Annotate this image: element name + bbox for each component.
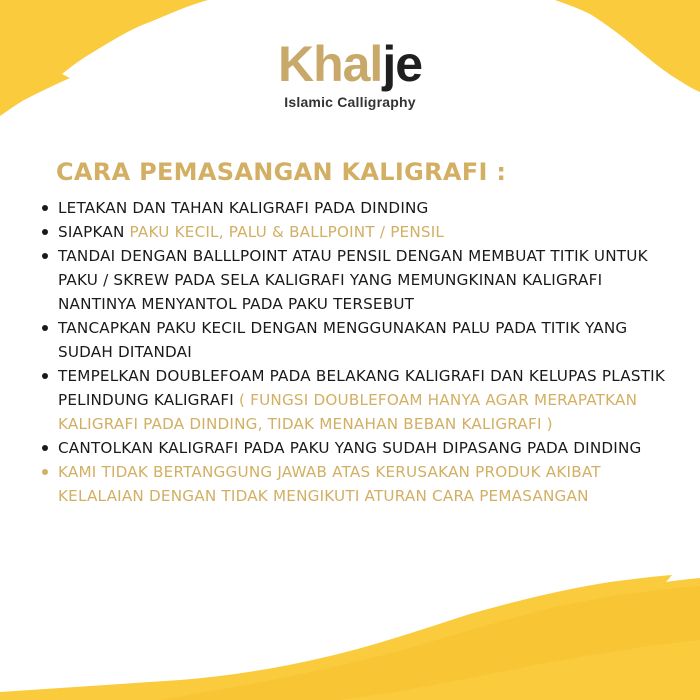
step-text: TANDAI DENGAN BALLLPOINT ATAU PENSIL DENGAN MEMBUAT TITIK UNTUK PAKU / SKREW PADA SELA KALIGRAFI YANG MEMUNGKINAN KALIGRAFI NANTINYA MENYANTOL PADA PAKU TERSEBUT <box>58 247 648 313</box>
step-text: TANCAPKAN PAKU KECIL DENGAN MENGGUNAKAN PALU PADA TITIK YANG SUDAH DITANDAI <box>58 319 628 361</box>
disclaimer-text: KAMI TIDAK BERTANGGUNG JAWAB ATAS KERUSAKAN PRODUK AKIBAT KELALAIAN DENGAN TIDAK MENGIKUTI ATURAN CARA PEMASANGAN <box>58 463 601 505</box>
logo-tagline: Islamic Calligraphy <box>284 94 416 110</box>
disclaimer-item <box>58 460 670 508</box>
logo-wordmark-part1: Khal <box>277 36 383 92</box>
step-item-3 <box>58 244 670 316</box>
step-item-1 <box>58 196 670 220</box>
step-text: SIAPKAN <box>58 223 125 241</box>
step-item-6 <box>58 436 670 460</box>
step-text: LETAKAN DAN TAHAN KALIGRAFI PADA DINDING <box>58 199 429 217</box>
installation-steps <box>58 196 670 508</box>
step-highlight: PAKU KECIL, PALU & BALLPOINT / PENSIL <box>129 223 445 241</box>
step-text: TEMPELKAN DOUBLEFOAM PADA BELAKANG KALIGRAFI DAN KELUPAS PLASTIK PELINDUNG KALIGRAFI <box>58 367 666 409</box>
step-item-5 <box>58 364 670 436</box>
logo-wordmark <box>0 38 700 90</box>
step-item-4 <box>58 316 670 364</box>
brand-logo <box>0 38 700 110</box>
step-item-2 <box>58 220 670 244</box>
logo-wordmark-part2: je <box>382 36 423 92</box>
page-heading: CARA PEMASANGAN KALIGRAFI : <box>56 158 507 186</box>
step-text: CANTOLKAN KALIGRAFI PADA PAKU YANG SUDAH DIPASANG PADA DINDING <box>58 439 642 457</box>
step-highlight: ( FUNGSI DOUBLEFOAM HANYA AGAR MERAPATKAN KALIGRAFI PADA DINDING, TIDAK MENAHAN BEBAN KALIGRAFI ) <box>58 391 638 433</box>
